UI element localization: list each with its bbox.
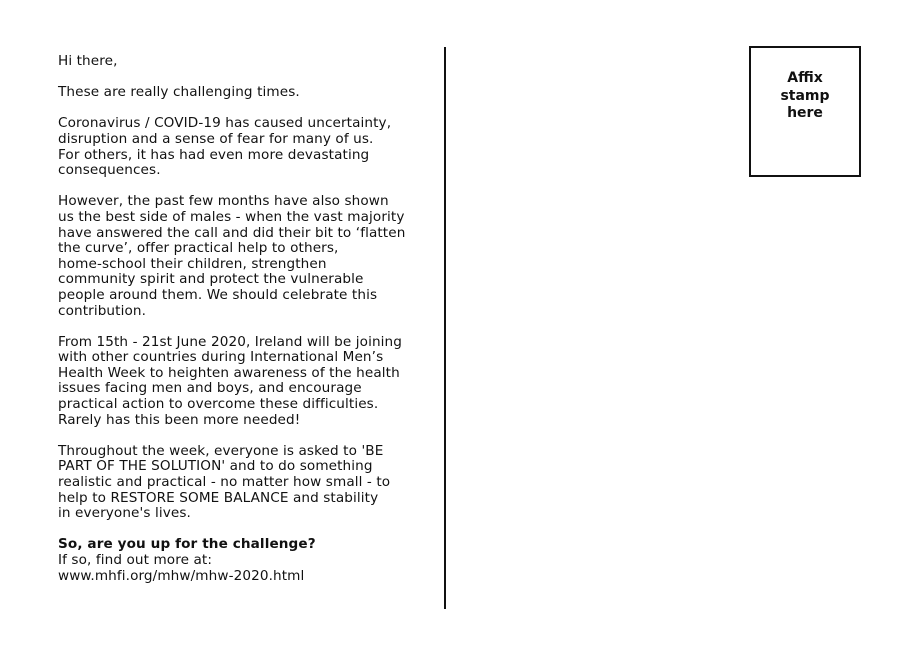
find-out-text: If so, find out more at: bbox=[58, 552, 213, 568]
greeting: Hi there, bbox=[58, 53, 118, 69]
paragraph-mens-health-week: From 15th - 21st June 2020, Ireland will be joining with other countries during International Men’s Health Week to heighten awareness of the health issues facing men and boys, and encourage practical action to overcome these difficulties. Rarely has this been more needed! bbox=[58, 333, 403, 428]
paragraph-coronavirus: Coronavirus / COVID-19 has caused uncertainty, disruption and a sense of fear for many of us. For others, it has had even more devastating consequences. bbox=[58, 115, 392, 179]
website-url: www.mhfi.org/mhw/mhw-2020.html bbox=[58, 567, 305, 584]
paragraph-be-part-of-solution: Throughout the week, everyone is asked to 'BE PART OF THE SOLUTION' and to do something realistic and practical - no matter how small - to help to RESTORE SOME BALANCE and stability in everyone's lives. bbox=[58, 442, 391, 522]
paragraph-best-side: However, the past few months have also shown us the best side of males - when the vast majority have answered the call and did their bit to ‘flatten the curve’, offer practical help to others, home-school their children, strengthen community spirit and protect the vulnerable people around them. We should celebrate this contribution. bbox=[58, 193, 406, 319]
stamp-label: Affix stamp here bbox=[780, 70, 830, 122]
challenge-heading: So, are you up for the challenge? bbox=[58, 536, 316, 553]
paragraph-challenging-times: These are really challenging times. bbox=[58, 84, 300, 101]
stamp-box bbox=[749, 46, 861, 177]
center-divider bbox=[444, 47, 446, 609]
postcard-message bbox=[58, 54, 433, 600]
paragraph-call-to-action bbox=[58, 537, 433, 584]
